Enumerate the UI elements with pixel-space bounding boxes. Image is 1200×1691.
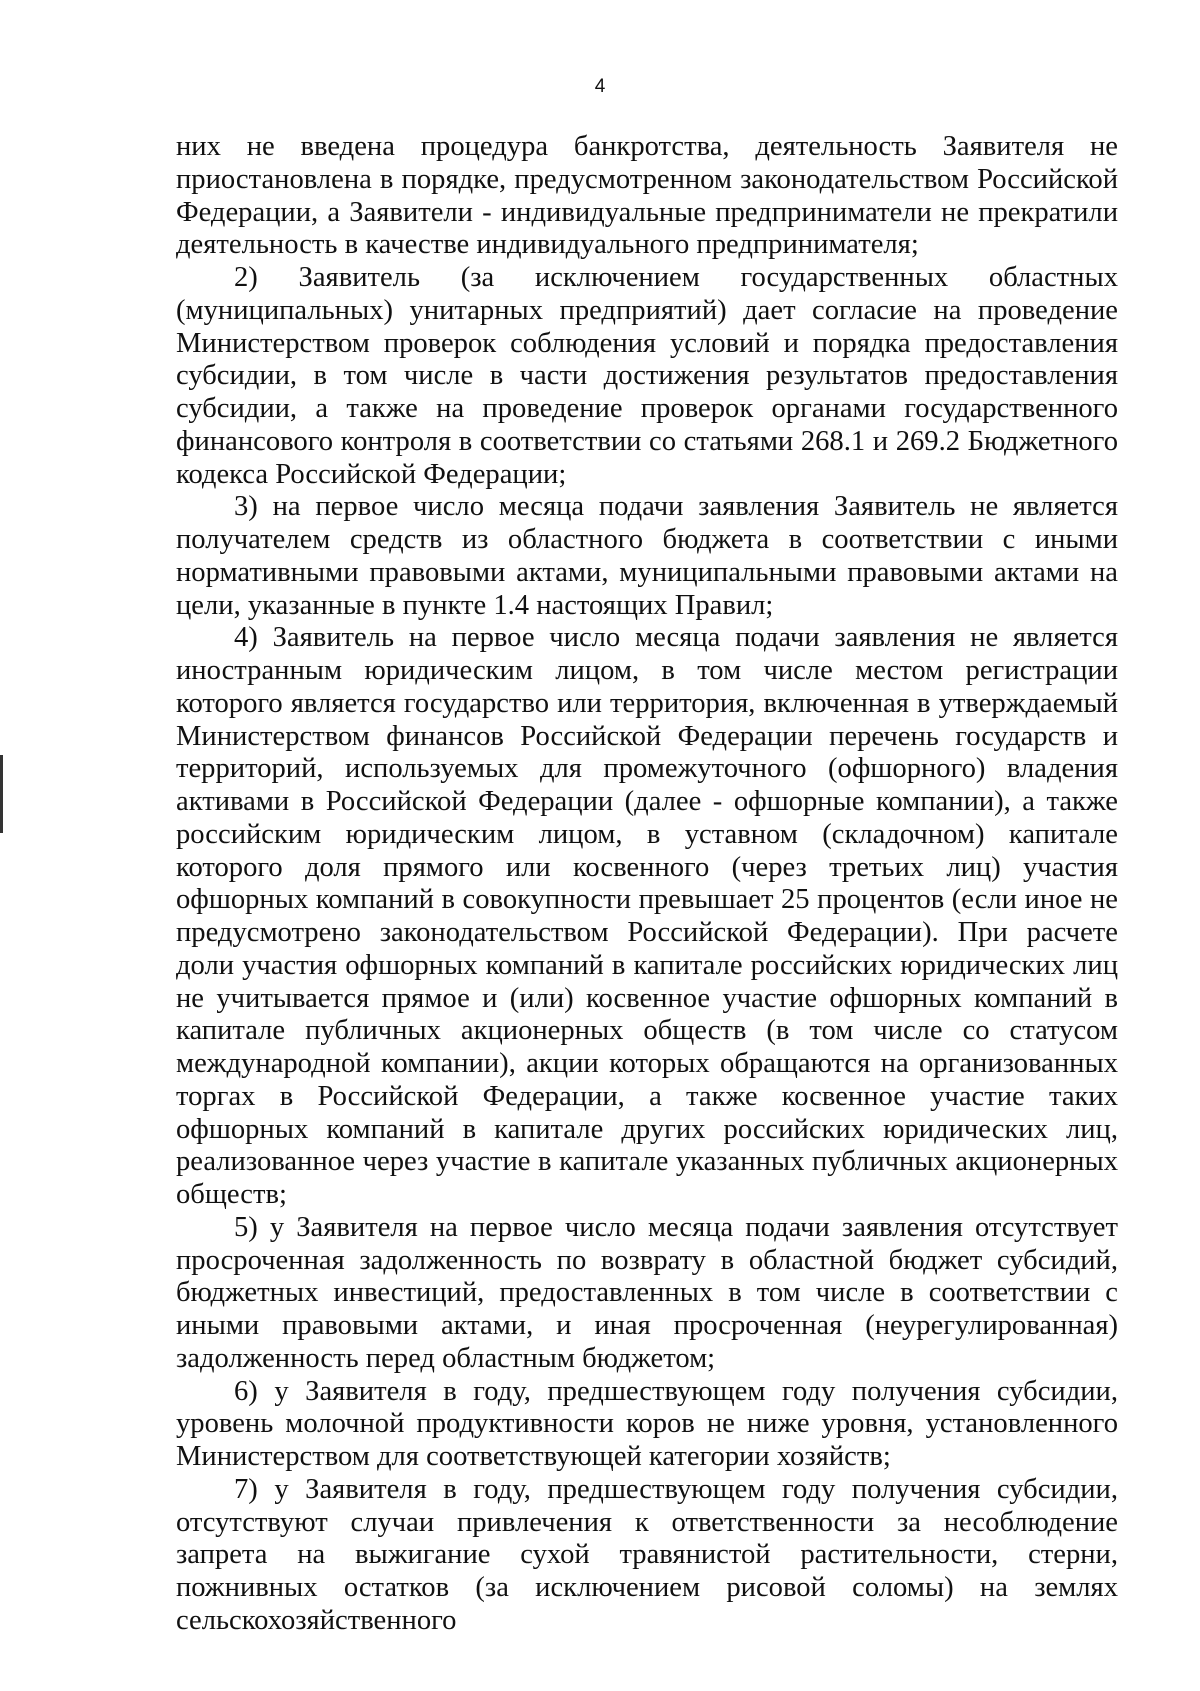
paragraph-item-5: 5) у Заявителя на первое число месяца подачи заявления отсутствует просроченная задолженность по возврату в областной бюджет субсидий, бюджетных инвестиций, предоставленных в том числе в соответствии с иными правовыми актами, и иная просроченная (неурегулированная) задолженность перед областным бюджетом;: [176, 1211, 1118, 1374]
paragraph-item-2: 2) Заявитель (за исключением государственных областных (муниципальных) унитарных предприятий) дает согласие на проведение Министерством проверок соблюдения условий и порядка предоставления субсидии, в том числе в части достижения результатов предоставления субсидии, а также на проведение проверок органами государственного финансового контроля в соответствии со статьями 268.1 и 269.2 Бюджетного кодекса Российской Федерации;: [176, 262, 1118, 490]
paragraph-continuation: них не введена процедура банкротства, деятельность Заявителя не приостановлена в порядке, предусмотренном законодательством Российской Федерации, а Заявители - индивидуальные предприниматели не прекратили деятельность в качестве индивидуального предпринимателя;: [176, 131, 1118, 261]
paragraph-item-7: 7) у Заявителя в году, предшествующем году получения субсидии, отсутствуют случаи привлечения к ответственности за несоблюдение запрета на выжигание сухой травянистой растительности, стерни, пожнивных остатков (за исключением рисовой соломы) на землях сельскохозяйственного: [176, 1473, 1118, 1636]
document-body: [176, 131, 1118, 1638]
scan-edge-mark: [0, 755, 3, 833]
paragraph-item-3: 3) на первое число месяца подачи заявления Заявитель не является получателем средств из областного бюджета в соответствии с иными нормативными правовыми актами, муниципальными правовыми актами на цели, указанные в пункте 1.4 настоящих Правил;: [176, 491, 1118, 621]
paragraph-item-6: 6) у Заявителя в году, предшествующем году получения субсидии, уровень молочной продуктивности коров не ниже уровня, установленного Министерством для соответствующей категории хозяйств;: [176, 1375, 1118, 1472]
paragraph-item-4: 4) Заявитель на первое число месяца подачи заявления не является иностранным юридическим лицом, в том числе местом регистрации которого является государство или территория, включенная в утверждаемый Министерством финансов Российской Федерации перечень государств и территорий, используемых для промежуточного (офшорного) владения активами в Российской Федерации (далее - офшорные компании), а также российским юридическим лицом, в уставном (складочном) капитале которого доля прямого или косвенного (через третьих лиц) участия офшорных компаний в совокупности превышает 25 процентов (если иное не предусмотрено законодательством Российской Федерации). При расчете доли участия офшорных компаний в капитале российских юридических лиц не учитывается прямое и (или) косвенное участие офшорных компаний в капитале публичных акционерных обществ (в том числе со статусом международной компании), акции которых обращаются на организованных торгах в Российской Федерации, а также косвенное участие таких офшорных компаний в капитале других российских юридических лиц, реализованное через участие в капитале указанных публичных акционерных обществ;: [176, 622, 1118, 1210]
page-number: 4: [594, 76, 606, 97]
